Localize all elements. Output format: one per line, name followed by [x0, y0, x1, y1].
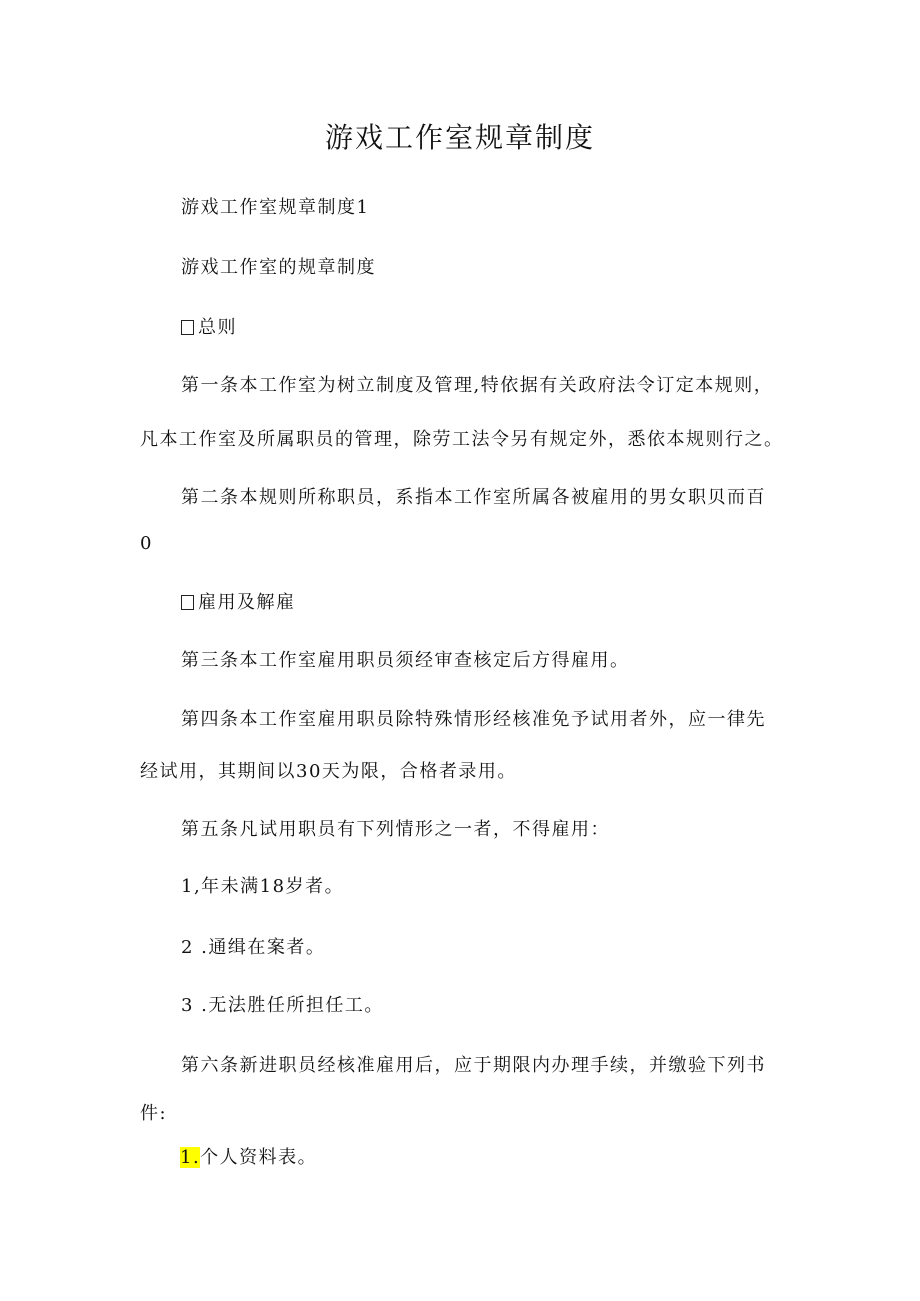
article-1-line-1: 第一条本工作室为树立制度及管理,特依据有关政府法令订定本规则， — [181, 375, 774, 396]
article-4-line-1: 第四条本工作室雇用职员除特殊情形经核准免予试用者外，应一律先 — [181, 709, 766, 730]
article-6-line-2: 件: — [140, 1103, 168, 1124]
article-5: 第五条凡试用职员有下列情形之一者，不得雇用： — [181, 819, 610, 840]
section-hiring — [181, 589, 831, 617]
list-item-2: 2 .通缉在案者。 — [181, 937, 326, 958]
article-2-line-1: 第二条本规则所称职员，系指本工作室所属各被雇用的男女职贝而百 — [181, 487, 766, 508]
list-item-3: 3 .无法胜任所担任工。 — [181, 995, 384, 1016]
article-4-line-2: 经试用，其期间以30天为限，合格者录用。 — [140, 761, 517, 782]
document-title: 游戏工作室规章制度 — [324, 121, 595, 154]
highlighted-number: 1. — [180, 1147, 201, 1168]
doc-item-1 — [180, 1144, 830, 1172]
subheading: 游戏工作室的规章制度 — [181, 257, 376, 278]
section-hiring-label: 雇用及解雇 — [198, 592, 296, 613]
doc-item-1-text: 个人资料表。 — [200, 1147, 318, 1168]
section-general — [181, 314, 831, 342]
subtitle: 游戏工作室规章制度1 — [181, 197, 370, 218]
checkbox-glyph-icon — [181, 320, 194, 335]
article-6-line-1: 第六条新进职员经核准雇用后，应于期限内办理手续，并缴验下列书 — [181, 1055, 766, 1076]
article-1-line-2: 凡本工作室及所属职员的管理，除劳工法令另有规定外，悉依本规则行之。 — [140, 429, 784, 450]
section-general-label: 总则 — [198, 317, 237, 338]
checkbox-glyph-icon — [181, 595, 194, 610]
list-item-1: 1,年未满18岁者。 — [181, 876, 345, 897]
article-2-line-2: 0 — [140, 533, 153, 554]
article-3: 第三条本工作室雇用职员须经审查核定后方得雇用。 — [181, 650, 630, 671]
